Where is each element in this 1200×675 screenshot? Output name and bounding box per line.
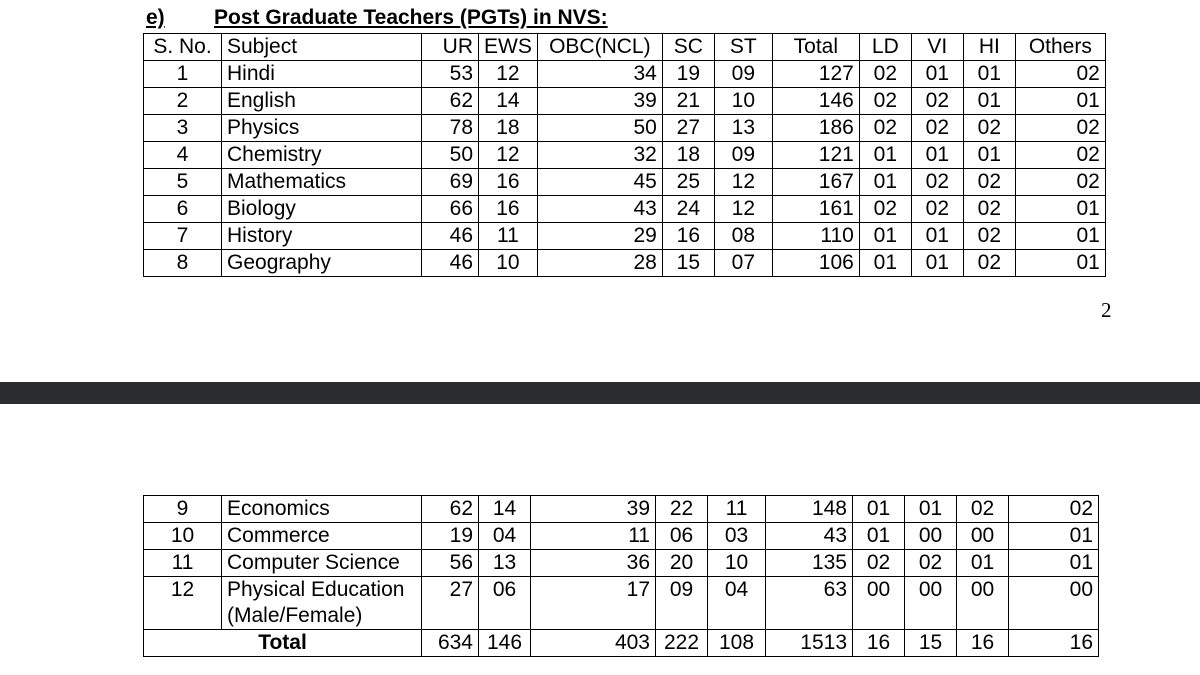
header-cell: ST (714, 34, 772, 61)
sno-cell: 6 (144, 196, 222, 223)
subject-cell: Geography (222, 250, 422, 277)
page-separator (0, 382, 1200, 404)
value-cell: 69 (422, 169, 479, 196)
value-cell: 78 (422, 115, 479, 142)
table-row (144, 250, 1106, 277)
value-cell: 02 (963, 169, 1015, 196)
value-cell: 01 (1015, 196, 1105, 223)
value-cell: 15 (662, 250, 714, 277)
value-cell: 02 (911, 88, 963, 115)
value-cell: 16 (662, 223, 714, 250)
document-page-2 (0, 404, 1200, 675)
value-cell: 10 (708, 550, 766, 577)
value-cell: 08 (714, 223, 772, 250)
header-cell: OBC(NCL) (537, 34, 662, 61)
value-cell: 00 (957, 523, 1009, 550)
value-cell: 43 (537, 196, 662, 223)
value-cell: 06 (656, 523, 708, 550)
value-cell: 02 (963, 250, 1015, 277)
table-row (144, 523, 1099, 550)
value-cell: 19 (662, 61, 714, 88)
subject-line: Physical Education (227, 578, 405, 601)
value-cell: 01 (853, 496, 905, 523)
total-cell: 16 (957, 630, 1009, 657)
value-cell: 62 (422, 496, 479, 523)
total-row (144, 630, 1099, 657)
value-cell: 32 (537, 142, 662, 169)
pgt-vacancy-table (143, 33, 1106, 277)
value-cell: 11 (708, 496, 766, 523)
value-cell: 127 (772, 61, 859, 88)
value-cell: 02 (963, 223, 1015, 250)
value-cell: 62 (422, 88, 479, 115)
header-cell: Subject (222, 34, 422, 61)
value-cell: 02 (859, 61, 911, 88)
value-cell: 02 (963, 196, 1015, 223)
value-cell: 161 (772, 196, 859, 223)
header-cell: SC (662, 34, 714, 61)
value-cell: 09 (714, 61, 772, 88)
value-cell: 07 (714, 250, 772, 277)
pgt-vacancy-table-continued (143, 495, 1099, 657)
header-cell: Total (772, 34, 859, 61)
value-cell: 11 (479, 223, 538, 250)
value-cell: 01 (859, 169, 911, 196)
value-cell: 45 (537, 169, 662, 196)
value-cell: 02 (853, 550, 905, 577)
header-cell: Others (1015, 34, 1105, 61)
sno-cell: 5 (144, 169, 222, 196)
table-row (144, 115, 1106, 142)
value-cell: 10 (479, 250, 538, 277)
value-cell: 01 (1009, 523, 1099, 550)
value-cell: 01 (1009, 550, 1099, 577)
value-cell: 167 (772, 169, 859, 196)
value-cell: 43 (766, 523, 853, 550)
sno-cell: 1 (144, 61, 222, 88)
value-cell: 04 (708, 577, 766, 630)
table-row (144, 196, 1106, 223)
value-cell: 12 (714, 169, 772, 196)
subject-cell: Mathematics (222, 169, 422, 196)
value-cell: 24 (662, 196, 714, 223)
section-label: e) (146, 6, 165, 29)
value-cell: 02 (859, 88, 911, 115)
value-cell: 14 (479, 88, 538, 115)
value-cell: 09 (714, 142, 772, 169)
value-cell: 00 (957, 577, 1009, 630)
value-cell: 02 (1015, 169, 1105, 196)
value-cell: 20 (656, 550, 708, 577)
value-cell: 50 (422, 142, 479, 169)
sno-cell: 3 (144, 115, 222, 142)
value-cell: 121 (772, 142, 859, 169)
value-cell: 01 (859, 223, 911, 250)
header-cell: UR (422, 34, 479, 61)
value-cell: 34 (537, 61, 662, 88)
subject-cell: Chemistry (222, 142, 422, 169)
subject-cell: Hindi (222, 61, 422, 88)
table-row (144, 88, 1106, 115)
page-number: 2 (1101, 298, 1112, 322)
value-cell: 01 (853, 523, 905, 550)
total-label: Total (144, 630, 422, 657)
value-cell: 36 (531, 550, 656, 577)
value-cell: 00 (853, 577, 905, 630)
value-cell: 18 (662, 142, 714, 169)
section-title: Post Graduate Teachers (PGTs) in NVS: (214, 6, 608, 29)
total-cell: 108 (708, 630, 766, 657)
value-cell: 13 (479, 550, 531, 577)
value-cell: 01 (911, 250, 963, 277)
value-cell: 02 (963, 115, 1015, 142)
table-row (144, 577, 1099, 630)
subject-cell: Physics (222, 115, 422, 142)
sno-cell: 2 (144, 88, 222, 115)
value-cell: 146 (772, 88, 859, 115)
subject-cell: Commerce (222, 523, 422, 550)
value-cell: 01 (963, 88, 1015, 115)
total-cell: 403 (531, 630, 656, 657)
sno-cell: 4 (144, 142, 222, 169)
header-cell: S. No. (144, 34, 222, 61)
value-cell: 50 (537, 115, 662, 142)
value-cell: 02 (957, 496, 1009, 523)
subject-cell: Computer Science (222, 550, 422, 577)
value-cell: 17 (531, 577, 656, 630)
value-cell: 03 (708, 523, 766, 550)
sno-cell: 9 (144, 496, 222, 523)
value-cell: 29 (537, 223, 662, 250)
table-row (144, 142, 1106, 169)
value-cell: 01 (905, 496, 957, 523)
value-cell: 01 (1015, 250, 1105, 277)
value-cell: 01 (911, 223, 963, 250)
sno-cell: 11 (144, 550, 222, 577)
value-cell: 10 (714, 88, 772, 115)
table-row (144, 169, 1106, 196)
value-cell: 186 (772, 115, 859, 142)
value-cell: 16 (479, 196, 538, 223)
value-cell: 02 (859, 115, 911, 142)
table-row (144, 550, 1099, 577)
value-cell: 53 (422, 61, 479, 88)
value-cell: 02 (911, 115, 963, 142)
value-cell: 135 (766, 550, 853, 577)
value-cell: 02 (1015, 61, 1105, 88)
total-cell: 634 (422, 630, 479, 657)
total-cell: 1513 (766, 630, 853, 657)
value-cell: 11 (531, 523, 656, 550)
value-cell: 27 (422, 577, 479, 630)
value-cell: 04 (479, 523, 531, 550)
value-cell: 21 (662, 88, 714, 115)
sno-cell: 7 (144, 223, 222, 250)
section-heading (146, 6, 608, 30)
value-cell: 28 (537, 250, 662, 277)
value-cell: 39 (537, 88, 662, 115)
total-cell: 16 (853, 630, 905, 657)
value-cell: 00 (905, 523, 957, 550)
value-cell: 25 (662, 169, 714, 196)
sno-cell: 8 (144, 250, 222, 277)
value-cell: 106 (772, 250, 859, 277)
value-cell: 27 (662, 115, 714, 142)
subject-line: (Male/Female) (227, 604, 363, 627)
header-cell: HI (963, 34, 1015, 61)
value-cell: 16 (479, 169, 538, 196)
value-cell: 14 (479, 496, 531, 523)
value-cell: 148 (766, 496, 853, 523)
value-cell: 110 (772, 223, 859, 250)
header-cell: LD (859, 34, 911, 61)
value-cell: 18 (479, 115, 538, 142)
value-cell: 02 (1015, 142, 1105, 169)
value-cell: 46 (422, 250, 479, 277)
value-cell: 56 (422, 550, 479, 577)
value-cell: 19 (422, 523, 479, 550)
value-cell: 63 (766, 577, 853, 630)
value-cell: 01 (963, 142, 1015, 169)
header-cell: EWS (479, 34, 538, 61)
value-cell: 09 (656, 577, 708, 630)
value-cell: 02 (1015, 115, 1105, 142)
total-cell: 15 (905, 630, 957, 657)
value-cell: 12 (479, 142, 538, 169)
value-cell: 02 (911, 169, 963, 196)
total-cell: 146 (479, 630, 531, 657)
value-cell: 06 (479, 577, 531, 630)
sno-cell: 12 (144, 577, 222, 630)
value-cell: 22 (656, 496, 708, 523)
table-row (144, 496, 1099, 523)
value-cell: 01 (859, 142, 911, 169)
subject-cell (222, 577, 422, 630)
value-cell: 01 (1015, 223, 1105, 250)
subject-cell: Economics (222, 496, 422, 523)
value-cell: 66 (422, 196, 479, 223)
value-cell: 02 (1009, 496, 1099, 523)
value-cell: 00 (1009, 577, 1099, 630)
table-row (144, 61, 1106, 88)
value-cell: 02 (859, 196, 911, 223)
table-header-row (144, 34, 1106, 61)
value-cell: 01 (911, 61, 963, 88)
value-cell: 12 (714, 196, 772, 223)
value-cell: 02 (911, 196, 963, 223)
value-cell: 01 (1015, 88, 1105, 115)
sno-cell: 10 (144, 523, 222, 550)
header-cell: VI (911, 34, 963, 61)
total-cell: 222 (656, 630, 708, 657)
subject-cell: History (222, 223, 422, 250)
value-cell: 00 (905, 577, 957, 630)
subject-cell: Biology (222, 196, 422, 223)
value-cell: 46 (422, 223, 479, 250)
value-cell: 01 (957, 550, 1009, 577)
value-cell: 02 (905, 550, 957, 577)
value-cell: 39 (531, 496, 656, 523)
value-cell: 12 (479, 61, 538, 88)
value-cell: 01 (963, 61, 1015, 88)
value-cell: 13 (714, 115, 772, 142)
table-row (144, 223, 1106, 250)
value-cell: 01 (859, 250, 911, 277)
value-cell: 01 (911, 142, 963, 169)
subject-cell: English (222, 88, 422, 115)
total-cell: 16 (1009, 630, 1099, 657)
